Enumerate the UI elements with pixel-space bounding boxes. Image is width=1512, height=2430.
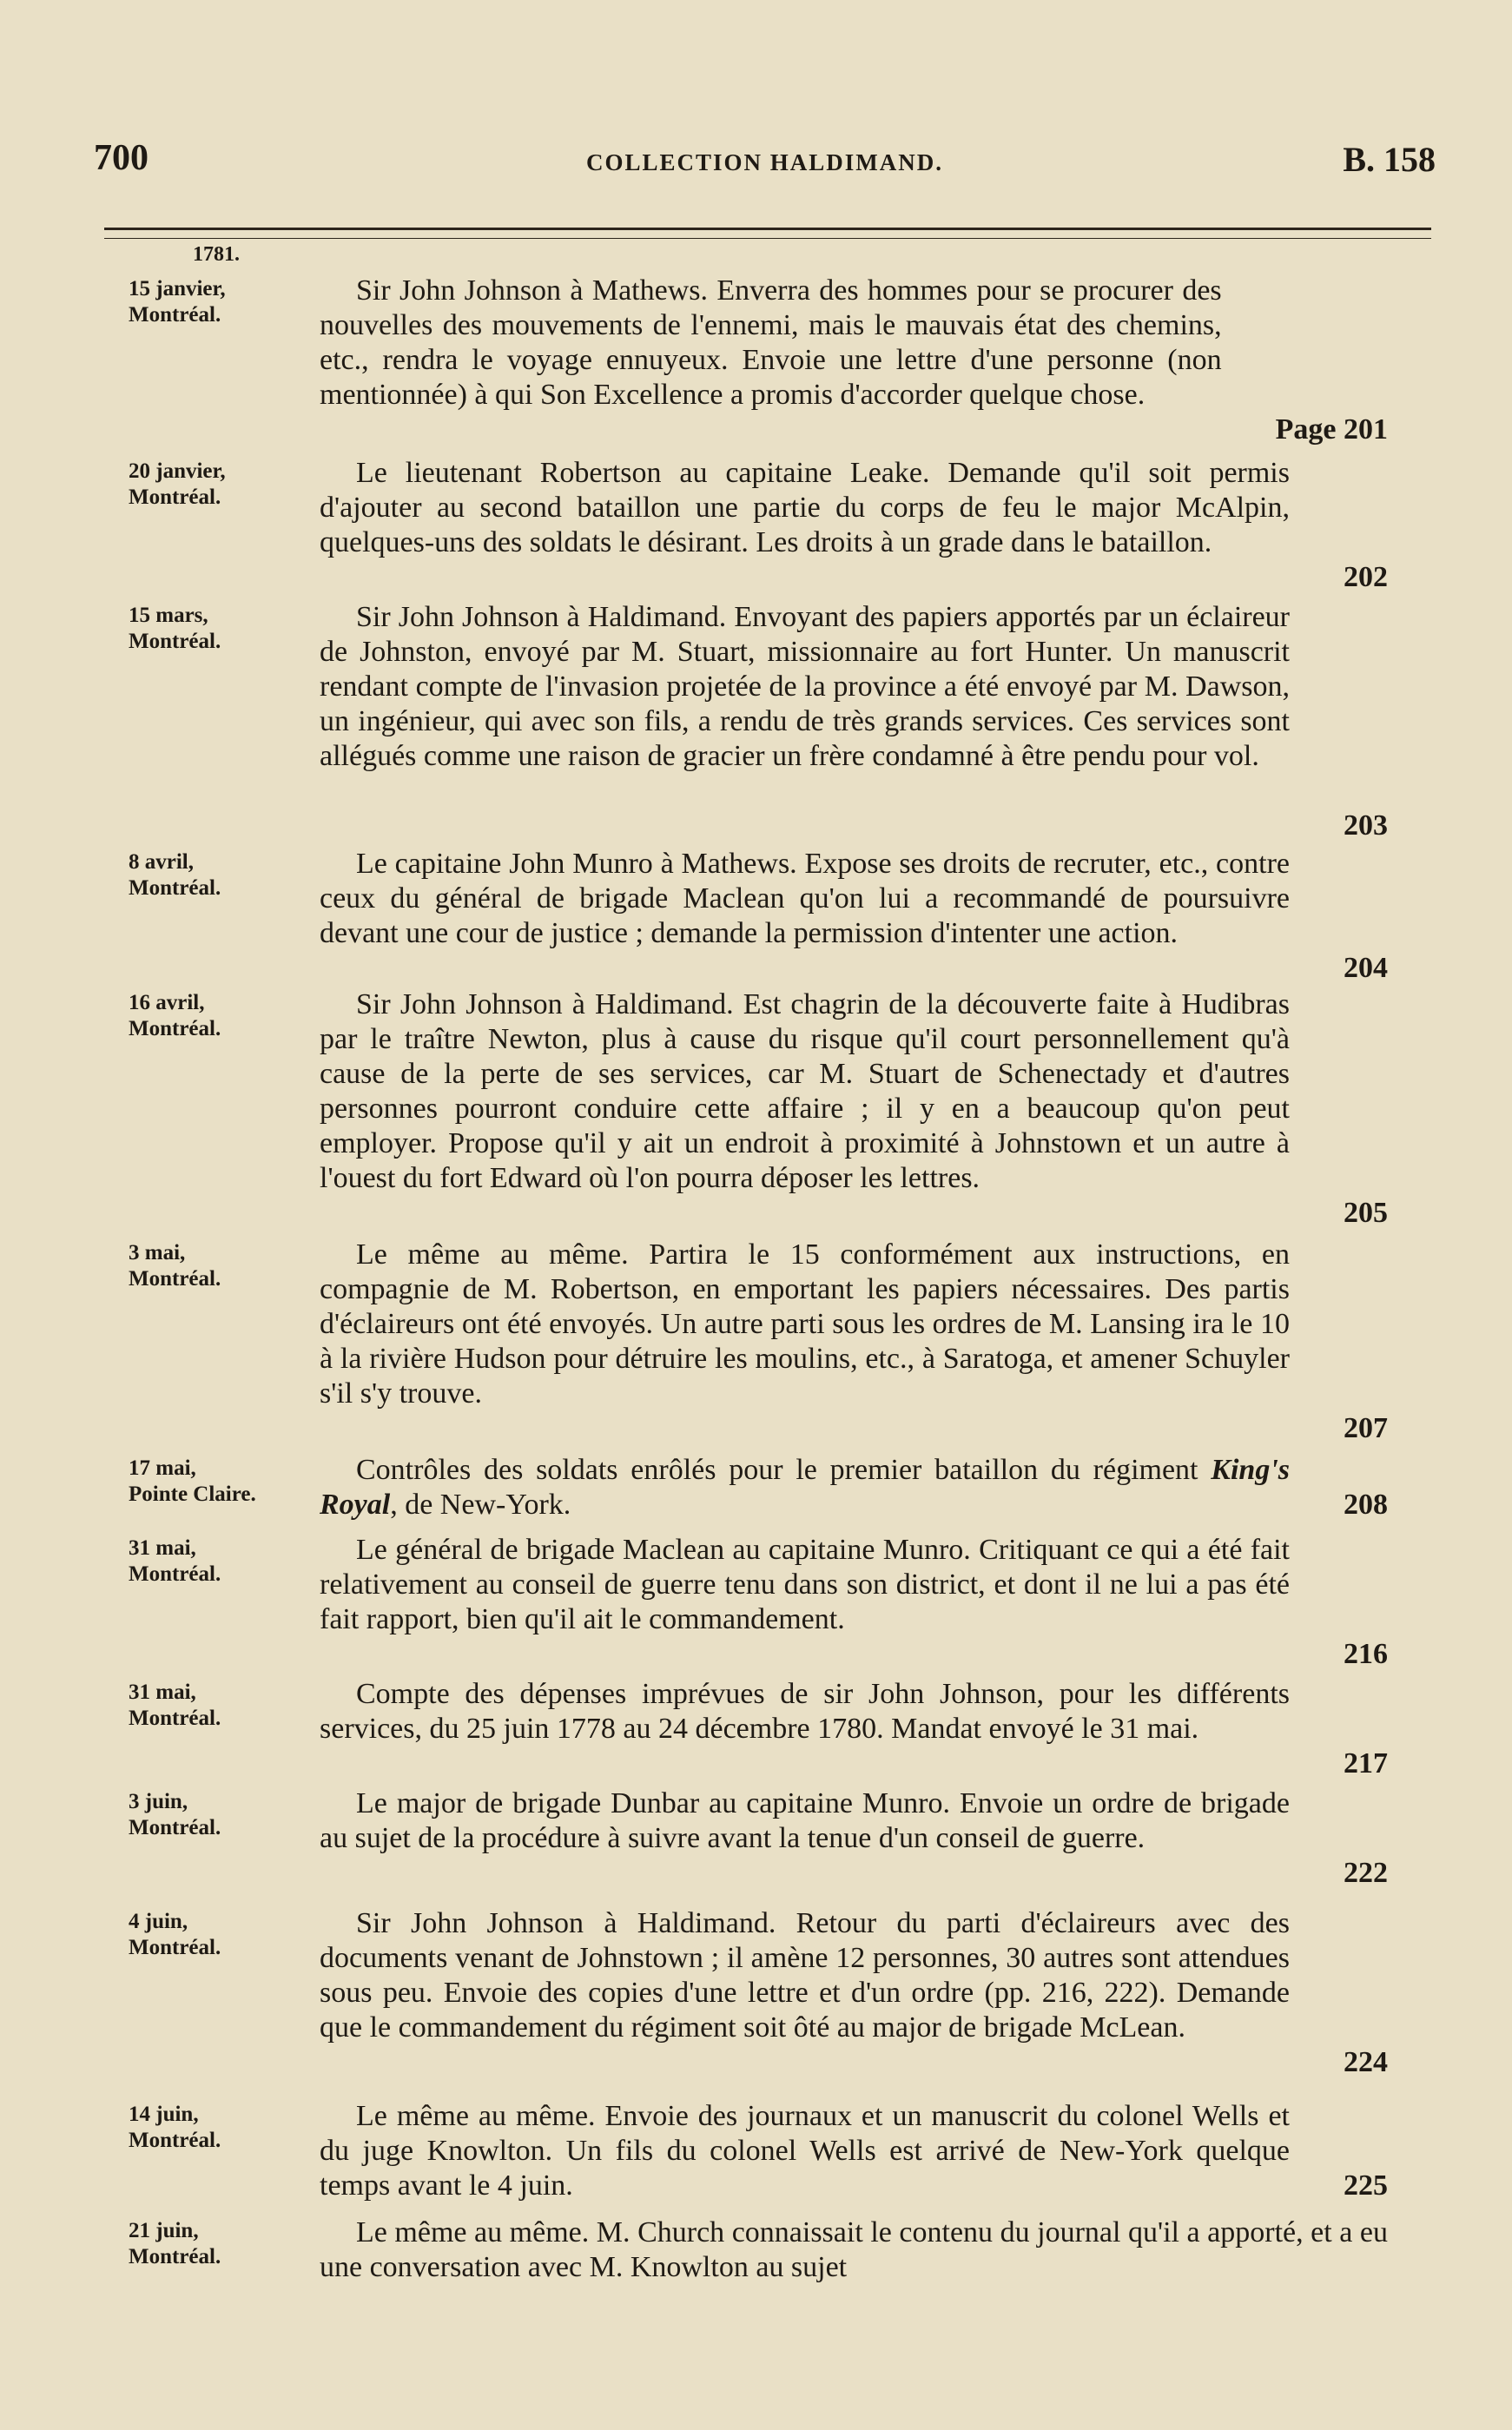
entry-text: 207 Le même au même. Partira le 15 conformément aux instructions, en compagnie de M. Robertson, en emportant les papiers nécessaires. Des partis d'éclaireurs ont été envoyés. Un autre parti sous les ordres de M. Lansing ira le 10 à la rivière Hudson pour détruire les moulins, etc., à Saratoga, et amener Schuyler s'il s'y trouve. [320, 1238, 1388, 1444]
entry-text: 216 Le général de brigade Maclean au capitaine Munro. Critiquant ce qui a été fait relativement au conseil de guerre tenu dans son district, et dont il ne lui a pas été fait rapport, bien qu'il ait le commandement. [320, 1534, 1388, 1670]
entry-text: 217 Compte des dépenses imprévues de sir John Johnson, pour les différents services, du 25 juin 1778 au 24 décembre 1780. Mandat envoyé le 31 mai. [320, 1678, 1388, 1780]
entry-text: Le même au même. M. Church connaissait le contenu du journal qu'il a apporté, et a eu une conversation avec M. Knowlton au sujet [320, 2216, 1388, 2283]
entry-text: Page 201 Sir John Johnson à Mathews. Enverra des hommes pour se procurer des nouvelles des mouvements de l'ennemi, mais le mauvais état des chemins, etc., rendra le voyage ennuyeux. Envoie une lettre d'une personne (non mentionnée) à qui Son Excellence a promis d'accorder quelque chose. [320, 274, 1388, 446]
entry-date: 8 avril, Montréal. [129, 850, 221, 900]
entry-text: 222 Le major de brigade Dunbar au capitaine Munro. Envoie un ordre de brigade au sujet de la procédure à suivre avant la tenue d'un conseil de guerre. [320, 1787, 1388, 1889]
running-title: COLLECTION HALDIMAND. [585, 149, 944, 175]
entry-date: 20 janvier, Montréal. [129, 459, 226, 509]
page-header [94, 137, 1436, 189]
page-ref: 208 [1344, 1489, 1388, 1521]
entry-date: 31 mai, Montréal. [129, 1536, 221, 1586]
entry-date: 21 juin, Montréal. [129, 2219, 221, 2268]
entry-text: 225 Le même au même. Envoie des journaux et un manuscrit du colonel Wells et du juge Knowlton. Un fils du colonel Wells est arrivé de New-York quelque temps avant le 4 juin. [320, 2100, 1388, 2202]
entry-date: 31 mai, Montréal. [129, 1681, 221, 1730]
page-ref: 202 [1344, 561, 1388, 593]
page-ref: 216 [1344, 1638, 1388, 1670]
entry-text: 208 Contrôles des soldats enrôlés pour le premier bataillon du régiment King's Royal, de New-York. [320, 1454, 1388, 1521]
entry-text: 202 Le lieutenant Robertson au capitaine Leake. Demande qu'il soit permis d'ajouter au second bataillon une partie du corps de feu le major McAlpin, quelques-uns des soldats le désirant. Les droits à un grade dans le bataillon. [320, 457, 1388, 593]
page-ref: 205 [1344, 1197, 1388, 1229]
entry-date: 16 avril, Montréal. [129, 991, 221, 1040]
entry-date: 3 juin, Montréal. [129, 1790, 221, 1839]
header-rule [104, 228, 1431, 239]
page-ref: 207 [1344, 1412, 1388, 1444]
page-ref: Page 201 [1275, 413, 1388, 446]
entry-date: 14 juin, Montréal. [129, 2103, 221, 2152]
entry-text: 224 Sir John Johnson à Haldimand. Retour du parti d'éclaireurs avec des documents venant de Johnstown ; il amène 12 personnes, 30 autres sont attendues sous peu. Envoie des copies d'une lettre et d'un ordre (pp. 216, 222). Demande que le commandement du régiment soit ôté au major de brigade McLean. [320, 1907, 1388, 2078]
entry-date: 3 mai, Montréal. [129, 1241, 221, 1291]
entry-text: 205 Sir John Johnson à Haldimand. Est chagrin de la découverte faite à Hudibras par le traître Newton, plus à cause du risque qu'il court personnellement qu'à cause de la perte de ses services, car M. Stuart de Schenectady et d'autres personnes pourront conduire cette affaire ; il y en a beaucoup qu'on peut employer. Propose qu'il y ait un endroit à proximité à Johnstown et un autre à l'ouest du fort Edward où l'on pourra déposer les lettres. [320, 988, 1388, 1229]
volume-label: B. 158 [1343, 140, 1436, 179]
page-ref: 225 [1344, 2169, 1388, 2202]
entry-date: 4 juin, Montréal. [129, 1910, 221, 1959]
year-label: 1781. [193, 243, 240, 266]
page-ref: 203 [1344, 809, 1388, 842]
entry-date: 15 janvier, Montréal. [129, 277, 226, 327]
page-ref: 217 [1344, 1747, 1388, 1780]
entry-date: 15 mars, Montréal. [129, 604, 221, 653]
entry-text: 203 Sir John Johnson à Haldimand. Envoyant des papiers apportés par un éclaireur de Johnston, envoyé par M. Stuart, missionnaire au fort Hunter. Un manuscrit rendant compte de l'invasion projetée de la province a été envoyé par M. Dawson, un ingénieur, qui avec son fils, a rendu de très grands services. Ces services sont allégués comme une raison de gracier un frère condamné à être pendu pour vol. [320, 601, 1388, 842]
page-ref: 204 [1344, 952, 1388, 984]
page-ref: 224 [1344, 2046, 1388, 2078]
page-ref: 222 [1344, 1857, 1388, 1889]
entry-date: 17 mai, Pointe Claire. [129, 1456, 256, 1506]
entry-text: 204 Le capitaine John Munro à Mathews. Expose ses droits de recruter, etc., contre ceux du général de brigade Maclean qu'on lui a recommandé de poursuivre devant une cour de justice ; demande la permission d'intenter une action. [320, 848, 1388, 984]
page-number: 700 [94, 138, 149, 178]
